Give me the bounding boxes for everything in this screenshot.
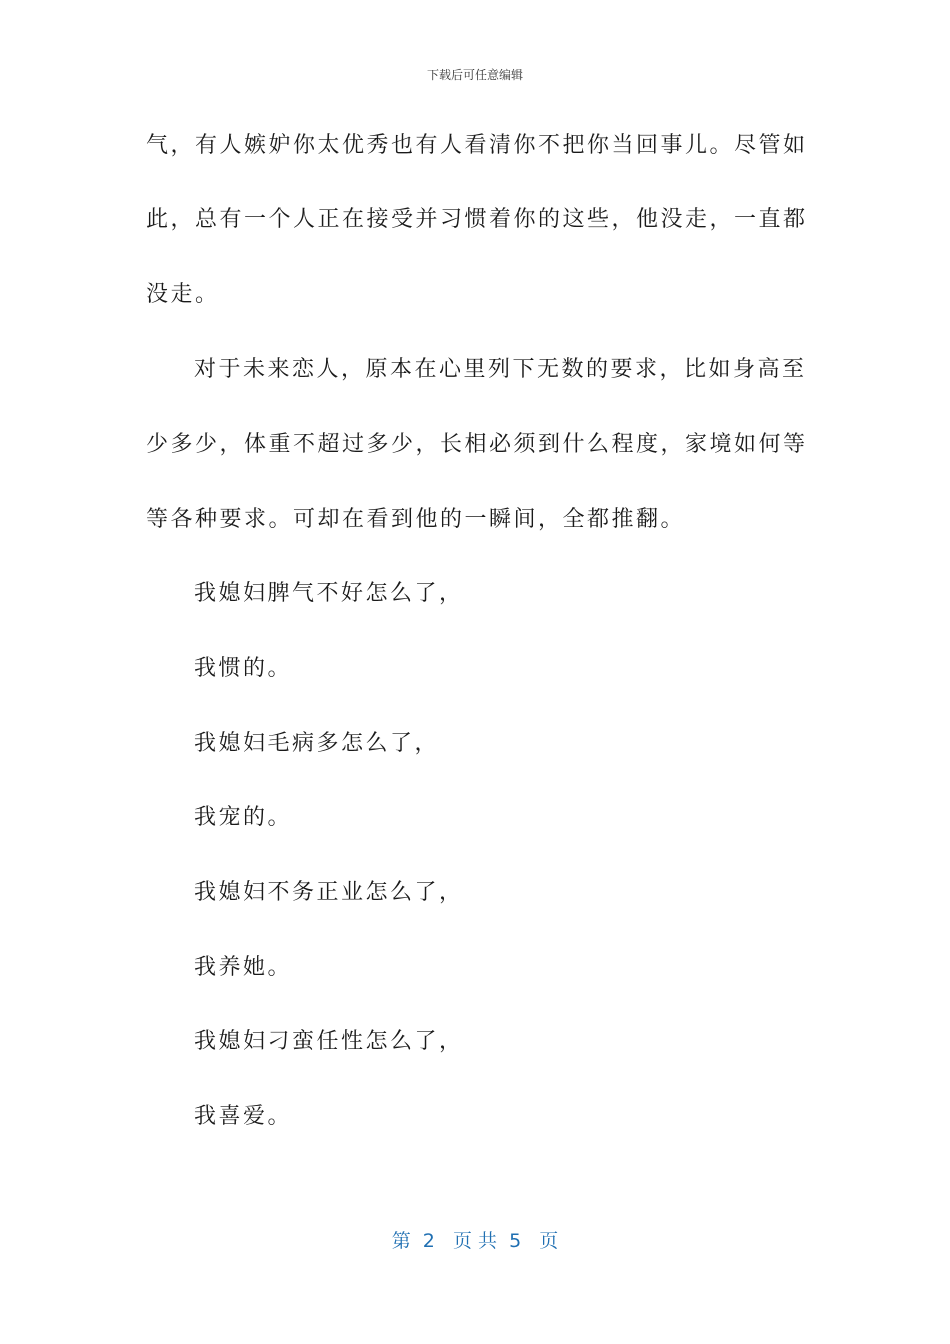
paragraph-first-line: 对于未来恋人，原本在心里列下无数的要求，比如身高至	[194, 357, 807, 382]
verse-line: 我媳妇脾气不好怎么了，	[194, 581, 464, 606]
page-number-footer: 第 2 页 共 5 页	[391, 1230, 559, 1252]
text-line: 此，总有一个人正在接受并习惯着你的这些，他没走，一直都	[146, 207, 808, 232]
verse-line: 我宠的。	[194, 805, 293, 830]
verse-line: 我喜爱。	[194, 1104, 293, 1129]
verse-line: 我媳妇毛病多怎么了，	[194, 731, 440, 756]
text-line: 气，有人嫉妒你太优秀也有人看清你不把你当回事儿。尽管如	[146, 133, 808, 158]
verse-line: 我媳妇刁蛮任性怎么了，	[194, 1029, 464, 1054]
text-line: 没走。	[146, 282, 220, 307]
text-line: 少多少，体重不超过多少，长相必须到什么程度，家境如何等	[146, 432, 808, 457]
verse-line: 我惯的。	[194, 656, 293, 681]
verse-line: 我养她。	[194, 955, 293, 980]
verse-line: 我媳妇不务正业怎么了，	[194, 880, 464, 905]
text-line: 等各种要求。可却在看到他的一瞬间，全都推翻。	[146, 507, 686, 532]
page-header: 下载后可任意编辑	[426, 68, 523, 82]
